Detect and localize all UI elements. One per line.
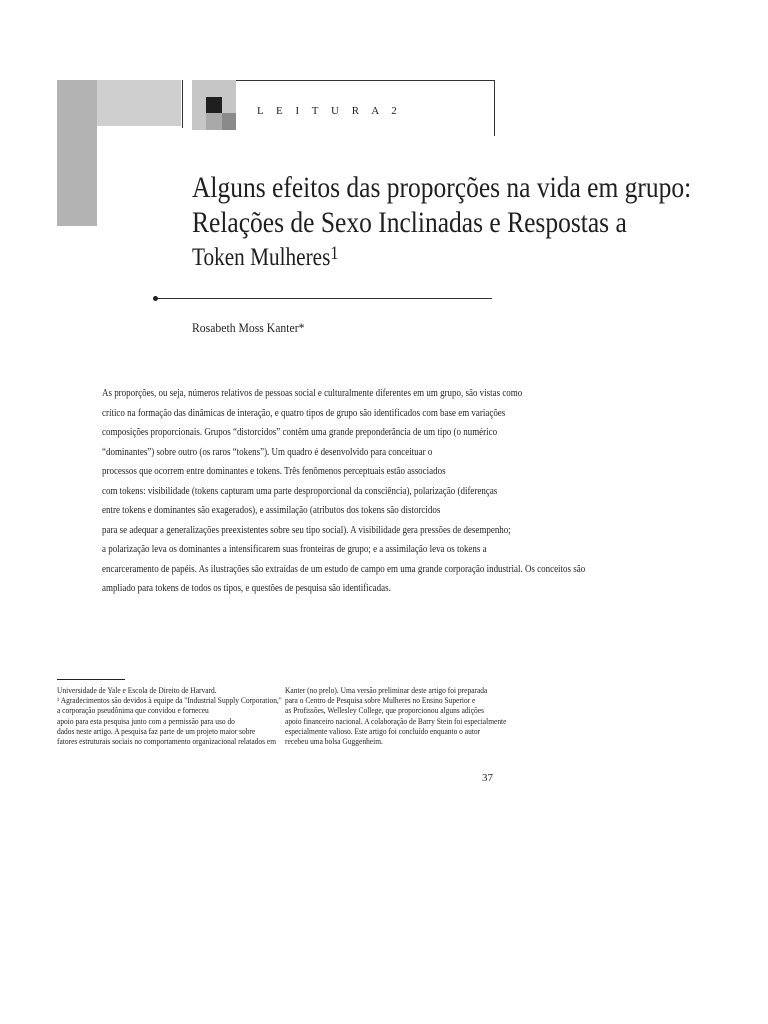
- footnotes-left-column: [57, 686, 307, 747]
- abstract-line: encarceramento de papéis. As ilustrações são extraídas de um estudo de campo em uma grande corporação industrial. Os conceitos são: [102, 563, 586, 575]
- title-rule: [158, 298, 492, 299]
- footnotes-right-column: [285, 686, 531, 747]
- title-line-2: Relações de Sexo Inclinadas e Respostas a: [192, 206, 627, 239]
- title-line-3: [192, 240, 682, 275]
- decorative-block-top: [97, 80, 181, 126]
- footnote-line: Kanter (no prelo). Uma versão preliminar deste artigo foi preparada: [285, 686, 488, 695]
- abstract-line: ampliado para tokens de todos os tipos, e questões de pesquisa são identificadas.: [102, 583, 391, 594]
- abstract: [102, 384, 602, 599]
- abstract-line: entre tokens e dominantes são exagerados), e assimilação (atributos dos tokens são distorcidos: [102, 505, 441, 516]
- footnote-line: recebeu uma bolsa Guggenheim.: [285, 737, 383, 747]
- abstract-line: para se adequar a generalizações preexistentes sobre seu tipo social). A visibilidade gera pressões de desempenho;: [102, 524, 511, 536]
- header-rule-vertical: [494, 80, 495, 136]
- footnote-line: apoio para esta pesquisa junto com a permissão para uso do: [57, 716, 235, 726]
- abstract-line: com tokens: visibilidade (tokens capturam uma parte desproporcional da consciência), polarização (diferenças: [102, 485, 498, 497]
- footnote-line: apoio financeiro nacional. A colaboração de Barry Stein foi especialmente: [285, 716, 507, 726]
- decorative-block-left: [57, 80, 97, 226]
- title-line-3-text: Token Mulheres: [192, 244, 331, 271]
- abstract-line: crítico na formação das dinâmicas de interação, e quatro tipos de grupo são identificados com base em variações: [102, 407, 506, 419]
- footnote-line: as Profissões, Wellesley College, que proporcionou alguns adições: [285, 706, 484, 716]
- abstract-line: a polarização leva os dominantes a intensificarem suas fronteiras de grupo; e a assimilação leva os tokens a: [102, 544, 487, 555]
- footnote-line: dados neste artigo. A pesquisa faz parte de um projeto maior sobre: [57, 726, 256, 736]
- title-footnote-mark: 1: [330, 243, 339, 264]
- footnote-line: a corporação pseudônima que convidou e forneceu: [57, 706, 209, 716]
- decorative-square-gray: [206, 113, 222, 130]
- header-rule: [236, 80, 495, 81]
- section-label: L E I T U R A 2: [257, 105, 402, 117]
- footnote-line: ¹ Agradecimentos são devidos à equipe da "Industrial Supply Corporation,": [57, 696, 282, 706]
- footnote-line: especialmente valioso. Este artigo foi concluído enquanto o autor: [285, 726, 481, 736]
- decorative-rule-vertical: [182, 80, 183, 128]
- abstract-line: processos que ocorrem entre dominantes e tokens. Três fenômenos perceptuais estão associados: [102, 466, 446, 477]
- title-line-1: Alguns efeitos das proporções na vida em grupo:: [192, 171, 692, 204]
- footnote-rule: [57, 679, 125, 680]
- footnote-line: Universidade de Yale e Escola de Direito de Harvard.: [57, 686, 217, 695]
- footnote-line: para o Centro de Pesquisa sobre Mulheres no Ensino Superior e: [285, 696, 476, 706]
- abstract-line: “dominantes”) sobre outro (os raros “tokens”). Um quadro é desenvolvido para conceituar o: [102, 446, 433, 458]
- decorative-square-mid: [222, 113, 236, 130]
- page-number: 37: [482, 772, 493, 784]
- abstract-line: composições proporcionais. Grupos “distorcidos” contêm uma grande preponderância de um tipo (o numérico: [102, 427, 498, 438]
- footnote-line: fatores estruturais sociais no comportamento organizacional relatados em: [57, 737, 277, 747]
- abstract-line: As proporções, ou seja, números relativos de pessoas social e culturalmente diferentes em um grupo, são vistas como: [102, 388, 523, 399]
- author-name: Rosabeth Moss Kanter*: [192, 320, 305, 335]
- decorative-square-dark: [206, 97, 222, 113]
- article-title: [192, 170, 692, 275]
